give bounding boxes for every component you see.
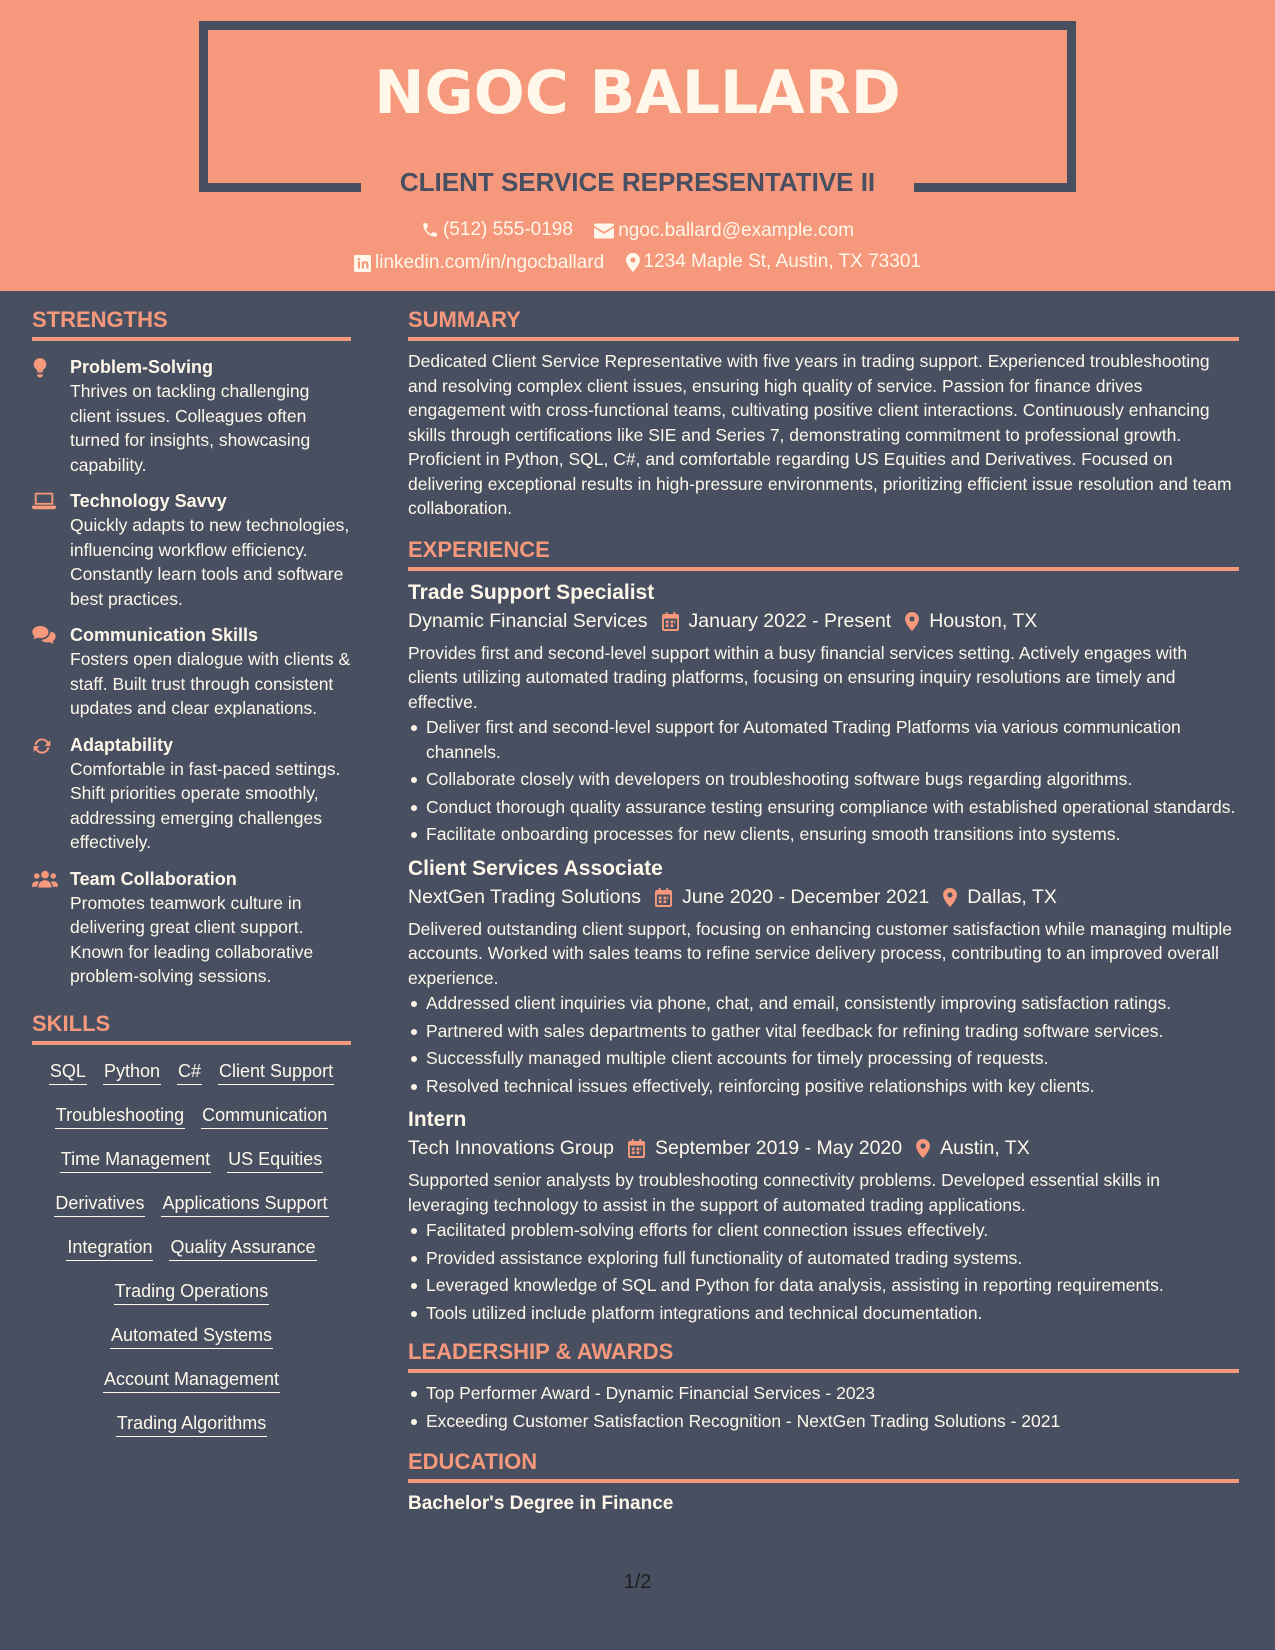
- skill-tag: Trading Algorithms: [116, 1413, 267, 1437]
- strength-text: Quickly adapts to new technologies, influencing workflow efficiency. Constantly learn tools and software best practices.: [70, 515, 350, 609]
- job-company: Dynamic Financial Services: [408, 609, 648, 632]
- skill-tag: US Equities: [227, 1149, 323, 1173]
- skill-tag: Integration: [66, 1237, 153, 1261]
- calendar-icon: [655, 888, 672, 907]
- job-meta: [408, 1137, 1239, 1160]
- list-item: Partnered with sales departments to gather vital feedback for refining trading software services.: [408, 1019, 1239, 1044]
- job-bullets: [408, 1218, 1239, 1325]
- email-contact[interactable]: [594, 220, 854, 242]
- comments-icon: [32, 626, 56, 644]
- strength-text: Thrives on tackling challenging client issues. Colleagues often turned for insights, showcasing capability.: [70, 381, 311, 475]
- map-marker-icon: [905, 612, 919, 631]
- calendar-icon: [662, 612, 679, 631]
- strength-text: Fosters open dialogue with clients & staff. Built trust through consistent updates and clear explanations.: [70, 649, 351, 718]
- job-entry: [408, 581, 1239, 847]
- phone-contact[interactable]: [421, 219, 573, 241]
- job-meta: [408, 610, 1239, 633]
- skill-tag: Applications Support: [161, 1193, 328, 1217]
- linkedin-contact[interactable]: [354, 252, 604, 274]
- skills-list: [32, 1045, 351, 1451]
- skills-row: [32, 1319, 351, 1363]
- job-meta: [408, 886, 1239, 909]
- job-position: Trade Support Specialist: [408, 580, 655, 604]
- calendar-icon: [628, 1139, 645, 1158]
- job-dates: January 2022 - Present: [688, 609, 892, 632]
- strength-title: Adaptability: [70, 734, 174, 755]
- skill-tag: C#: [177, 1061, 202, 1085]
- skills-row: [32, 1275, 351, 1319]
- list-item: Facilitate onboarding processes for new clients, ensuring smooth transitions into systems.: [408, 822, 1239, 847]
- skills-row: [32, 1407, 351, 1451]
- job-title: CLIENT SERVICE REPRESENTATIVE II: [399, 167, 876, 197]
- email-text: ngoc.ballard@example.com: [618, 220, 854, 241]
- awards-list: [408, 1381, 1239, 1433]
- skill-tag: Trading Operations: [114, 1281, 269, 1305]
- list-item: Provided assistance exploring full functionality of automated trading systems.: [408, 1246, 1239, 1271]
- linkedin-icon: [354, 255, 371, 272]
- job-entry: [408, 857, 1239, 1099]
- strength-item: [32, 867, 351, 989]
- skills-row: [32, 1055, 351, 1099]
- skill-tag: Quality Assurance: [169, 1237, 316, 1261]
- phone-icon: [421, 221, 439, 239]
- list-item: Resolved technical issues effectively, reinforcing positive relationships with key clients.: [408, 1074, 1239, 1099]
- job-entry: [408, 1108, 1239, 1325]
- envelope-icon: [594, 223, 614, 239]
- map-marker-icon: [626, 253, 640, 272]
- contact-row-2: [0, 251, 1275, 278]
- education-heading: EDUCATION: [408, 1449, 1239, 1483]
- job-position: Intern: [408, 1108, 467, 1131]
- strengths-heading: STRENGTHS: [32, 307, 351, 341]
- list-item: Exceeding Customer Satisfaction Recognition - NextGen Trading Solutions - 2021: [408, 1409, 1239, 1434]
- map-marker-icon: [916, 1139, 930, 1158]
- strength-item: [32, 733, 351, 855]
- skills-row: [32, 1143, 351, 1187]
- strength-title: Team Collaboration: [70, 868, 237, 889]
- skill-tag: Account Management: [103, 1369, 280, 1393]
- phone-text: (512) 555-0198: [442, 219, 573, 240]
- strength-item: [32, 355, 351, 477]
- lightbulb-icon: [32, 358, 48, 378]
- list-item: Deliver first and second-level support for Automated Trading Platforms via various communication channels.: [408, 715, 1239, 764]
- job-dates: June 2020 - December 2021: [682, 885, 930, 908]
- candidate-name: NGOC BALLARD: [374, 58, 901, 128]
- left-column: [32, 291, 351, 1451]
- experience-heading: EXPERIENCE: [408, 537, 1239, 571]
- list-item: Facilitated problem-solving efforts for client connection issues effectively.: [408, 1218, 1239, 1243]
- skills-row: [32, 1099, 351, 1143]
- job-location: Houston, TX: [929, 609, 1038, 632]
- list-item: Conduct thorough quality assurance testing ensuring compliance with established operational standards.: [408, 795, 1239, 820]
- summary-text: Dedicated Client Service Representative with five years in trading support. Experienced troubleshooting and resolving complex client issues, ensuring high quality of service. Passion for finance drives engagement with cross-functional teams, cultivating positive client interactions. Continuously enhancing skills through certifications like SIE and Series 7, demonstrating commitment to professional growth. Proficient in Python, SQL, C#, and comfortable regarding US Equities and Derivatives. Focused on delivering exceptional results in high-pressure environments, prioritizing efficient issue resolution and team collaboration.: [408, 351, 1232, 518]
- strength-text: Comfortable in fast-paced settings. Shift priorities operate smoothly, addressing emerging challenges effectively.: [70, 758, 341, 852]
- strength-title: Problem-Solving: [70, 357, 214, 377]
- address-contact: [626, 251, 921, 273]
- strength-title: Technology Savvy: [70, 491, 227, 511]
- job-location: Austin, TX: [940, 1137, 1030, 1159]
- job-position: Client Services Associate: [408, 856, 663, 880]
- job-bullets: [408, 715, 1239, 847]
- skills-row: [32, 1231, 351, 1275]
- job-bullets: [408, 991, 1239, 1098]
- list-item: Collaborate closely with developers on troubleshooting software bugs regarding algorithms.: [408, 767, 1239, 792]
- skills-row: [32, 1363, 351, 1407]
- laptop-icon: [32, 492, 56, 510]
- job-dates: September 2019 - May 2020: [654, 1137, 903, 1159]
- address-text: 1234 Maple St, Austin, TX 73301: [643, 251, 921, 272]
- list-item: Successfully managed multiple client accounts for timely processing of requests.: [408, 1046, 1239, 1071]
- job-description: Supported senior analysts by troubleshooting connectivity problems. Developed essential skills in leveraging technology to assist in the support of automated trading applications.: [408, 1170, 1160, 1215]
- skill-tag: Troubleshooting: [55, 1105, 185, 1129]
- list-item: Addressed client inquiries via phone, chat, and email, consistently improving satisfaction ratings.: [408, 991, 1239, 1016]
- contact-row-1: [0, 219, 1275, 245]
- sync-icon: [32, 736, 52, 756]
- list-item: Leveraged knowledge of SQL and Python for data analysis, assisting in reporting requirements.: [408, 1273, 1239, 1298]
- list-item: Tools utilized include platform integrations and technical documentation.: [408, 1301, 1239, 1326]
- linkedin-text: linkedin.com/in/ngocballard: [375, 252, 605, 273]
- strength-item: [32, 489, 351, 611]
- skill-tag: Client Support: [218, 1061, 334, 1085]
- awards-heading: LEADERSHIP & AWARDS: [408, 1339, 1239, 1373]
- skill-tag: Derivatives: [54, 1193, 145, 1217]
- skills-row: [32, 1187, 351, 1231]
- job-company: NextGen Trading Solutions: [408, 885, 642, 908]
- job-company: Tech Innovations Group: [408, 1137, 614, 1159]
- skill-tag: SQL: [49, 1061, 87, 1085]
- strength-title: Communication Skills: [70, 625, 259, 645]
- resume-header: [0, 0, 1275, 291]
- skill-tag: Communication: [201, 1105, 328, 1129]
- strength-item: [32, 623, 351, 721]
- job-location: Dallas, TX: [967, 885, 1057, 908]
- right-column: [408, 291, 1239, 1515]
- strength-text: Promotes teamwork culture in delivering great client support. Known for leading collaborative problem-solving sessions.: [70, 892, 314, 986]
- skills-heading: SKILLS: [32, 1011, 351, 1045]
- skill-tag: Python: [103, 1061, 161, 1085]
- education-degree: Bachelor's Degree in Finance: [408, 1493, 674, 1514]
- job-description: Delivered outstanding client support, focusing on enhancing customer satisfaction while managing multiple accounts. Worked with sales teams to refine service delivery process, contributing to an improved overall experience.: [408, 918, 1232, 988]
- summary-heading: SUMMARY: [408, 307, 1239, 341]
- map-marker-icon: [943, 888, 957, 907]
- list-item: Top Performer Award - Dynamic Financial Services - 2023: [408, 1381, 1239, 1406]
- job-description: Provides first and second-level support within a busy financial services setting. Actively engages with clients utilizing automated trading platforms, focusing on ensuring inquiry resolutions are timely and effective.: [408, 642, 1188, 712]
- skill-tag: Time Management: [60, 1149, 211, 1173]
- users-icon: [32, 870, 58, 888]
- page-number: 1/2: [623, 1571, 652, 1593]
- skill-tag: Automated Systems: [110, 1325, 273, 1349]
